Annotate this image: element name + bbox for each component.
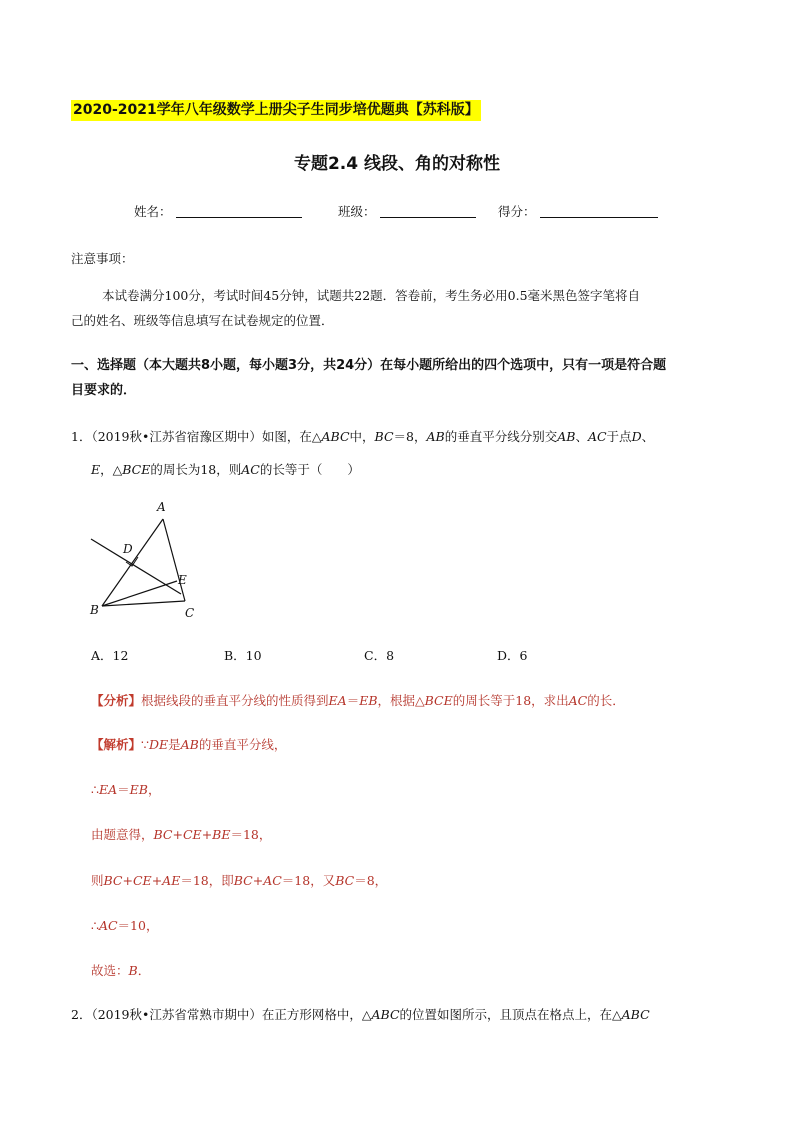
q-var: AB xyxy=(426,429,445,444)
question-1-line-1 xyxy=(71,428,654,445)
question-source: （2019秋•江苏省宿豫区期中）如图，在△ xyxy=(91,429,322,444)
q-text: 、 xyxy=(575,429,588,444)
solution-var: BC xyxy=(153,827,173,842)
solution-var: EB xyxy=(129,782,148,797)
solution-text: ＝ xyxy=(117,782,130,797)
analysis-text: 的周长等于18，求出 xyxy=(452,693,569,708)
q-var: ABC xyxy=(321,429,350,444)
solution-var: BC xyxy=(335,873,355,888)
option-a[interactable]: A．12 xyxy=(91,648,129,663)
solution-var: EA xyxy=(98,782,118,797)
solution-var: AC xyxy=(98,918,118,933)
analysis-text: 根据线段的垂直平分线的性质得到 xyxy=(141,693,329,708)
option-d[interactable]: D．6 xyxy=(497,648,528,663)
solution-text: + xyxy=(151,873,163,888)
side-ab xyxy=(102,519,163,606)
notice-label: 注意事项： xyxy=(71,251,134,266)
q-var: ABC xyxy=(371,1007,400,1022)
solution-line-5 xyxy=(91,916,158,934)
label-a: A xyxy=(157,500,166,514)
solution-text: + xyxy=(172,827,183,842)
q-var: AB xyxy=(557,429,576,444)
solution-var: CE xyxy=(132,873,152,888)
solution-text: ∵ xyxy=(141,737,149,752)
document-header: 2020-2021学年八年级数学上册尖子生同步培优题典【苏科版】 xyxy=(71,100,481,121)
q-var: E xyxy=(91,462,101,477)
solution-text: ∴ xyxy=(91,918,99,933)
q-var: D xyxy=(631,429,642,444)
q-text: 于点 xyxy=(606,429,632,444)
name-field[interactable] xyxy=(176,217,302,218)
solution-text: + xyxy=(252,873,264,888)
question-number: 2． xyxy=(71,1007,92,1022)
analysis-text: ＝ xyxy=(346,693,360,708)
q-text: 的长等于（ ） xyxy=(259,462,360,477)
solution-line-3 xyxy=(91,825,271,843)
label-c: C xyxy=(185,606,195,620)
analysis-var: AC xyxy=(568,693,588,708)
q-text: 中， xyxy=(349,429,375,444)
solution-text: ＝10， xyxy=(117,918,159,933)
question-2-line-1 xyxy=(71,1006,650,1023)
solution-text: 则 xyxy=(91,873,104,888)
notice-line-2: 己的姓名、班级等信息填写在试卷规定的位置． xyxy=(71,313,334,328)
q-var: ABC xyxy=(621,1007,650,1022)
analysis-line xyxy=(91,691,625,709)
section-heading-line-1: 一、选择题（本大题共8小题，每小题3分，共24分）在每小题所给出的四个选项中，只有一项是符合题 xyxy=(71,358,667,373)
solution-text: ＝18，即 xyxy=(180,873,234,888)
perpendicular-bisector xyxy=(91,539,181,594)
q-text: 的周长为18，则 xyxy=(150,462,242,477)
solution-text: 是 xyxy=(168,737,181,752)
solution-var: AC xyxy=(263,873,282,888)
solution-text: ＝18，又 xyxy=(281,873,336,888)
analysis-var: BCE xyxy=(424,693,453,708)
solution-var: BE xyxy=(212,827,231,842)
solution-var: CE xyxy=(182,827,202,842)
solution-var: DE xyxy=(148,737,169,752)
analysis-text: 的长． xyxy=(587,693,625,708)
label-b: B xyxy=(90,603,99,617)
q-var: AC xyxy=(587,429,607,444)
question-1-line-2 xyxy=(91,461,360,478)
option-c[interactable]: C．8 xyxy=(364,648,395,663)
solution-text: 的垂直平分线， xyxy=(198,737,287,752)
q-text: ＝8， xyxy=(393,429,427,444)
solution-label: 【解析】 xyxy=(91,737,142,752)
solution-var: AE xyxy=(162,873,181,888)
class-field[interactable] xyxy=(380,217,476,218)
solution-text: ． xyxy=(137,963,151,978)
section-heading-line-2: 目要求的． xyxy=(71,383,137,398)
score-label: 得分： xyxy=(498,204,536,219)
question-number: 1． xyxy=(71,429,92,444)
score-field[interactable] xyxy=(540,217,658,218)
solution-var: BC xyxy=(233,873,253,888)
solution-text: ＝8， xyxy=(354,873,388,888)
solution-line-2 xyxy=(91,780,160,798)
class-label: 班级： xyxy=(338,204,376,219)
q-text: 、 xyxy=(641,429,655,444)
solution-var: AB xyxy=(180,737,199,752)
side-ac xyxy=(163,519,185,601)
q-text: （2019秋•江苏省常熟市期中）在正方形网格中，△ xyxy=(91,1007,372,1022)
solution-var: BC xyxy=(103,873,123,888)
notice-line-1: 本试卷满分100分，考试时间45分钟，试题共22题．答卷前，考生务必用0.5毫米黑色签字笔将自 xyxy=(102,288,641,303)
label-e: E xyxy=(178,573,187,587)
solution-var: B xyxy=(128,963,138,978)
q-text: ，△ xyxy=(100,462,123,477)
label-d: D xyxy=(123,542,133,556)
q-text: 的垂直平分线分别交 xyxy=(444,429,558,444)
q-text: 的位置如图所示，且顶点在格点上，在△ xyxy=(399,1007,622,1022)
page-title: 专题2.4 线段、角的对称性 xyxy=(293,154,501,174)
solution-text: + xyxy=(201,827,213,842)
q-var: BCE xyxy=(122,462,151,477)
triangle-figure xyxy=(85,495,215,625)
analysis-var: EB xyxy=(359,693,378,708)
solution-text: ＝18， xyxy=(230,827,272,842)
solution-line-6 xyxy=(91,961,150,979)
solution-line-4 xyxy=(91,871,387,889)
q-var: AC xyxy=(241,462,260,477)
solution-text: ∴ xyxy=(91,782,99,797)
analysis-var: EA xyxy=(328,693,347,708)
solution-text: 由题意得， xyxy=(91,827,154,842)
analysis-label: 【分析】 xyxy=(91,693,142,708)
solution-text: 故选： xyxy=(91,963,129,978)
option-b[interactable]: B．10 xyxy=(224,648,262,663)
solution-line-1 xyxy=(91,735,286,753)
solution-text: + xyxy=(122,873,133,888)
name-label: 姓名： xyxy=(134,204,172,219)
q-var: BC xyxy=(374,429,394,444)
analysis-text: ，根据△ xyxy=(377,693,425,708)
solution-text: ， xyxy=(147,782,161,797)
